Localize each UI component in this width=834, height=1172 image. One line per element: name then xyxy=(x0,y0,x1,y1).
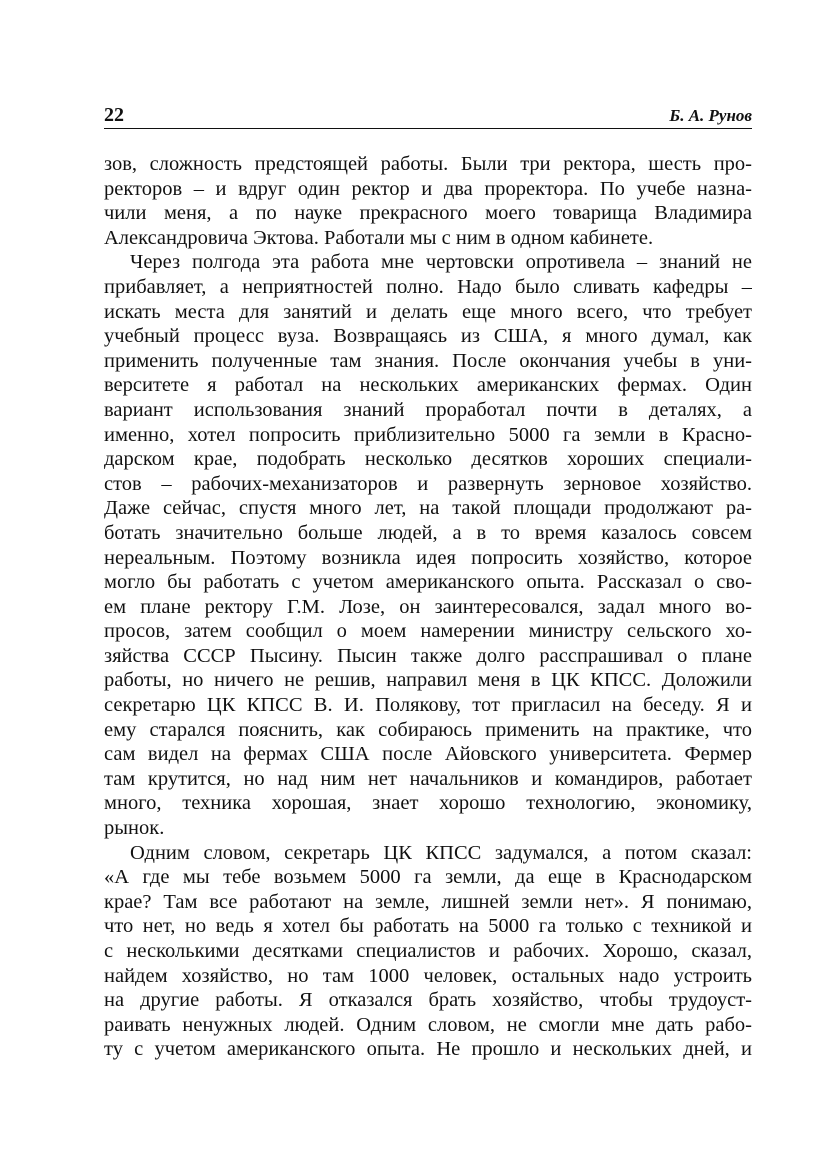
text-line: работы, но ничего не решив, направил меня в ЦК КПСС. Доложили xyxy=(104,669,752,692)
text-line: именно, хотел попросить приблизительно 5000 га земли в Красно- xyxy=(104,423,752,446)
text-line: на другие работы. Я отказался брать хозяйство, чтобы трудоуст- xyxy=(104,989,752,1012)
text-line: крае? Там все работают на земле, лишней земли нет». Я понимаю, xyxy=(104,890,752,913)
text-line: вариант использования знаний проработал почти в деталях, а xyxy=(104,398,752,421)
running-head-author: Б. А. Рунов xyxy=(669,106,752,125)
text-line: рынок. xyxy=(104,817,165,840)
text-line: нереальным. Поэтому возникла идея попросить хозяйство, которое xyxy=(104,546,752,569)
text-line: зяйства СССР Пысину. Пысин также долго расспрашивал о плане xyxy=(104,644,752,667)
page-number: 22 xyxy=(104,104,124,126)
text-line: ботать значительно больше людей, а в то время казалось совсем xyxy=(104,521,752,544)
text-line: что нет, но ведь я хотел бы работать на 5000 га только с техникой и xyxy=(104,915,752,938)
text-line: стов – рабочих-механизаторов и развернуть зерновое хозяйство. xyxy=(104,472,752,495)
text-line: зов, сложность предстоящей работы. Были три ректора, шесть про- xyxy=(104,153,752,175)
text-line: Даже сейчас, спустя много лет, на такой площади продолжают ра- xyxy=(104,497,752,520)
text-line: ректоров – и вдруг один ректор и два проректора. По учебе назна- xyxy=(104,177,752,200)
paragraph xyxy=(104,152,752,250)
text-line: раивать ненужных людей. Одним словом, не смогли мне дать рабо- xyxy=(104,1013,752,1036)
text-line: «А где мы тебе возьмем 5000 га земли, да еще в Краснодарском xyxy=(104,866,752,889)
text-line: секретарю ЦК КПСС В. И. Полякову, тот пригласил на беседу. Я и xyxy=(104,694,752,717)
text-line: найдем хозяйство, но там 1000 человек, остальных надо устроить xyxy=(104,964,752,987)
text-line: верситете я работал на нескольких американских фермах. Один xyxy=(104,374,752,397)
text-line: учебный процесс вуза. Возвращаясь из США, я много думал, как xyxy=(104,325,752,348)
text-line: много, техника хорошая, знает хорошо технологию, экономику, xyxy=(104,792,752,815)
page-header xyxy=(104,98,752,129)
text-line: Через полгода эта работа мне чертовски опротивела – знаний не xyxy=(130,251,752,274)
text-line: могло бы работать с учетом американского опыта. Рассказал о сво- xyxy=(104,571,752,594)
text-line: Одним словом, секретарь ЦК КПСС задумался, а потом сказал: xyxy=(130,841,752,864)
text-line: дарском крае, подобрать несколько десятков хороших специали- xyxy=(104,448,752,471)
text-line: искать места для занятий и делать еще много всего, что требует xyxy=(104,300,752,323)
text-line: ем плане ректору Г.М. Лозе, он заинтересовался, задал много во- xyxy=(104,595,752,618)
text-line: с несколькими десятками специалистов и рабочих. Хорошо, сказал, xyxy=(104,940,752,962)
body-text xyxy=(104,152,752,1062)
text-line: там крутится, но над ним нет начальников и командиров, работает xyxy=(104,767,752,790)
text-line: Александровича Эктова. Работали мы с ним в одном кабинете. xyxy=(104,226,654,249)
paragraph xyxy=(104,841,752,1062)
text-line: ему старался пояснить, как собираюсь применить на практике, что xyxy=(104,718,752,741)
text-line: прибавляет, а неприятностей полно. Надо было сливать кафедры – xyxy=(104,275,752,298)
paragraph xyxy=(104,250,752,840)
text-line: просов, затем сообщил о моем намерении министру сельского хо- xyxy=(104,620,752,643)
text-line: сам видел на фермах США после Айовского университета. Фермер xyxy=(104,743,752,766)
text-line: чили меня, а по науке прекрасного моего товарища Владимира xyxy=(104,202,752,225)
text-line: ту с учетом американского опыта. Не прошло и нескольких дней, и xyxy=(104,1038,752,1061)
text-line: применить полученные там знания. После окончания учебы в уни- xyxy=(104,349,752,372)
